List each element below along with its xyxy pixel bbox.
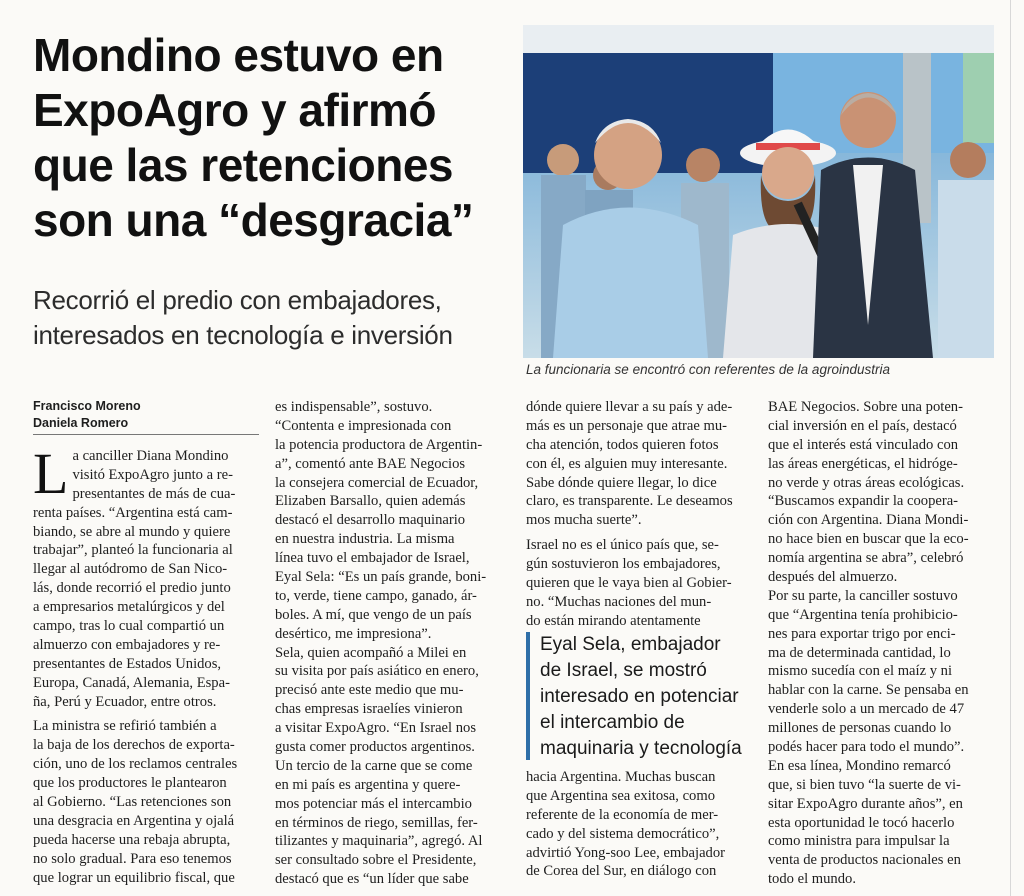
text-line: la consejera comercial de Ecuador, [275, 474, 479, 491]
article-column-4 [768, 398, 996, 889]
text-line: pueda hacerse una rebaja abrupta, [33, 831, 231, 848]
text-line: podés hacer para todo el mundo”. [768, 739, 965, 756]
text-line: que, si bien tuvo “la suerte de vi- [768, 776, 961, 793]
text-line: visitó ExpoAgro junto a re- [72, 466, 233, 483]
text-line: hacia Argentina. Muchas buscan [526, 769, 716, 785]
text-line: hablar con la carne. Se pensaba en [768, 682, 969, 699]
text-line: mismo sucedía con el maíz y ni [768, 663, 952, 680]
text-line: llegar al autódromo de San Nico- [33, 561, 228, 578]
lead-paragraph [33, 441, 259, 711]
headline [33, 28, 513, 248]
text-line: advirtió Yong-soo Lee, embajador [526, 844, 726, 861]
text-line: en términos de riego, semillas, fer- [275, 814, 478, 831]
text-line: venderle solo a un mercado de 47 [768, 701, 965, 718]
text-line: ña, Perú y Ecuador, entre otros. [33, 693, 217, 710]
paragraph [33, 717, 259, 887]
page-edge-divider [1010, 0, 1011, 896]
subhead-line: Recorrió el predio con embajadores, [33, 285, 442, 315]
byline-author: Francisco Moreno [33, 399, 141, 413]
text-line: al Gobierno. “Las retenciones son [33, 794, 232, 811]
text-line: campo, tras lo cual compartió un [33, 618, 225, 635]
photo-illustration [523, 25, 994, 358]
pull-quote-line: interesado en potenciar [540, 686, 739, 707]
subhead-line: interesados en tecnología e inversión [33, 320, 453, 350]
text-line: no solo gradual. Para eso tenemos [33, 850, 232, 867]
text-line: almuerzo con embajadores y re- [33, 636, 221, 653]
text-line: gún sostuvieron los embajadores, [526, 556, 721, 573]
text-line: a”, comentó ante BAE Negocios [275, 455, 466, 472]
text-line: desértico, me impresiona”. [275, 625, 432, 642]
text-line: referente de la economía de mer- [526, 806, 719, 823]
text-line: claro, es transparente. Le deseamos [526, 493, 733, 510]
text-line: presentantes de más de cua- [72, 485, 236, 502]
text-line: no verde y otras áreas ecológicas. [768, 474, 965, 491]
news-photo [523, 25, 994, 358]
text-line: a visitar ExpoAgro. “En Israel nos [275, 720, 477, 737]
headline-line: que las retenciones [33, 139, 453, 191]
text-line: destacó el desarrollo maquinario [275, 512, 466, 529]
text-line: la baja de los derechos de exporta- [33, 737, 235, 754]
text-line: después del almuerzo. [768, 569, 898, 586]
text-line: no hace bien en buscar que la eco- [768, 531, 969, 548]
article-column-1 [33, 398, 259, 887]
text-line: las áreas energéticas, el hidróge- [768, 455, 958, 472]
text-line: que Argentina sea exitosa, como [526, 787, 715, 804]
text-line: cha atención, todos quieren fotos [526, 436, 719, 453]
text-line: do están mirando atentamente [526, 612, 701, 629]
pull-quote [526, 632, 758, 760]
pull-quote-line: maquinaria y tecnología [540, 738, 742, 759]
text-line: Un tercio de la carne que se come [275, 757, 473, 774]
text-line: quieren que le vaya bien al Gobier- [526, 575, 732, 592]
text-line: que el interés está vinculado con [768, 436, 959, 453]
headline-line: ExpoAgro y afirmó [33, 84, 437, 136]
text-line: trabajar”, planteó la funcionaria al [33, 542, 233, 559]
text-line: su visita por país asiático en enero, [275, 663, 479, 680]
text-line: mos potenciar más el intercambio [275, 795, 472, 812]
text-line: dónde quiere llevar a su país y ade- [526, 399, 733, 415]
text-line: renta países. “Argentina está cam- [33, 504, 233, 521]
text-line: con él, es alguien muy interesante. [526, 455, 728, 472]
text-line: biando, se abre al mundo y quiere [33, 523, 231, 540]
text-line: lás, donde recorrió el predio junto [33, 580, 231, 597]
text-line: más es un personaje que atrae mu- [526, 417, 727, 434]
text-line: mos mucha suerte”. [526, 512, 642, 529]
byline [33, 398, 259, 432]
text-line: esta oportunidad le tocó hacerlo [768, 814, 955, 831]
text-line: precisó ante este medio que mu- [275, 682, 464, 699]
text-line: todo el mundo. [768, 871, 856, 888]
text-line: Elizaben Barsallo, quien además [275, 493, 466, 510]
photo-caption: La funcionaria se encontró con referentes de la agroindustria [526, 362, 890, 377]
text-line: en nuestra industria. La misma [275, 531, 455, 548]
text-line: ma de determinada cantidad, lo [768, 644, 951, 661]
pull-quote-line: el intercambio de [540, 712, 685, 733]
headline-line: son una “desgracia” [33, 194, 474, 246]
text-line: como ministra para impulsar la [768, 833, 950, 850]
text-line: cado y del sistema democrático”, [526, 825, 720, 842]
pull-quote-line: de Israel, se mostró [540, 660, 707, 681]
text-line: no. “Muchas naciones del mun- [526, 593, 712, 610]
text-line: presentantes de Estados Unidos, [33, 655, 222, 672]
text-line: que lograr un equilibrio fiscal, que [33, 869, 235, 886]
text-line: Por su parte, la canciller sostuvo [768, 587, 958, 604]
text-line: a canciller Diana Mondino [72, 448, 229, 464]
article-column-3-continued [526, 768, 758, 881]
text-line: ción con Argentina. Diana Mondi- [768, 512, 969, 529]
text-line: que “Argentina tenía prohibicio- [768, 606, 958, 623]
text-line: Europa, Canadá, Alemania, Espa- [33, 674, 230, 691]
byline-divider [33, 434, 259, 435]
article-column-3 [526, 398, 758, 631]
headline-line: Mondino estuvo en [33, 29, 444, 81]
text-line: chas empresas israelíes vinieron [275, 701, 463, 718]
text-line: Eyal Sela: “Es un país grande, boni- [275, 569, 487, 586]
text-line: boles. A mí, que vengo de un país [275, 606, 472, 623]
text-line: tilizantes y maquinaria”, agregó. Al [275, 833, 483, 850]
text-line: la potencia productora de Argentin- [275, 436, 483, 453]
text-line: en mi país es argentina y quere- [275, 776, 461, 793]
text-line: Israel no es el único país que, se- [526, 537, 719, 554]
text-line: de Corea del Sur, en diálogo con [526, 863, 717, 880]
text-line: venta de productos nacionales en [768, 852, 961, 869]
text-line: “Buscamos expandir la coopera- [768, 493, 959, 510]
article-column-2 [275, 398, 507, 889]
text-line: cial inversión en el país, destacó [768, 417, 957, 434]
text-line: que los productores le plantearon [33, 775, 227, 792]
text-line: BAE Negocios. Sobre una poten- [768, 399, 963, 415]
text-line: es indispensable”, sostuvo. [275, 399, 433, 415]
text-line: nes para exportar trigo por enci- [768, 625, 956, 642]
text-line: destacó que es “un líder que sabe [275, 871, 469, 888]
text-line: millones de personas cuando lo [768, 720, 952, 737]
text-line: to, verde, tiene campo, ganado, ár- [275, 587, 477, 604]
text-line: La ministra se refirió también a [33, 718, 217, 735]
text-line: una desgracia en Argentina y ojalá [33, 812, 235, 829]
text-line: sitar ExpoAgro durante años”, en [768, 795, 963, 812]
text-line: ción, uno de los reclamos centrales [33, 756, 238, 773]
text-line: a empresarios metalúrgicos y del [33, 599, 225, 616]
pull-quote-line: Eyal Sela, embajador [540, 634, 721, 655]
text-line: Sabe dónde quiere llegar, lo dice [526, 474, 717, 491]
drop-cap: L [33, 441, 69, 506]
text-line: ser consultado sobre el Presidente, [275, 852, 477, 869]
text-line: nomía argentina se abra”, celebró [768, 550, 964, 567]
text-line: gusta comer productos argentinos. [275, 739, 475, 756]
text-line: “Contenta e impresionada con [275, 417, 452, 434]
text-line: Sela, quien acompañó a Milei en [275, 644, 467, 661]
text-line: línea tuvo el embajador de Israel, [275, 550, 470, 567]
subhead [33, 283, 518, 353]
byline-author: Daniela Romero [33, 416, 129, 430]
text-line: En esa línea, Mondino remarcó [768, 757, 951, 774]
